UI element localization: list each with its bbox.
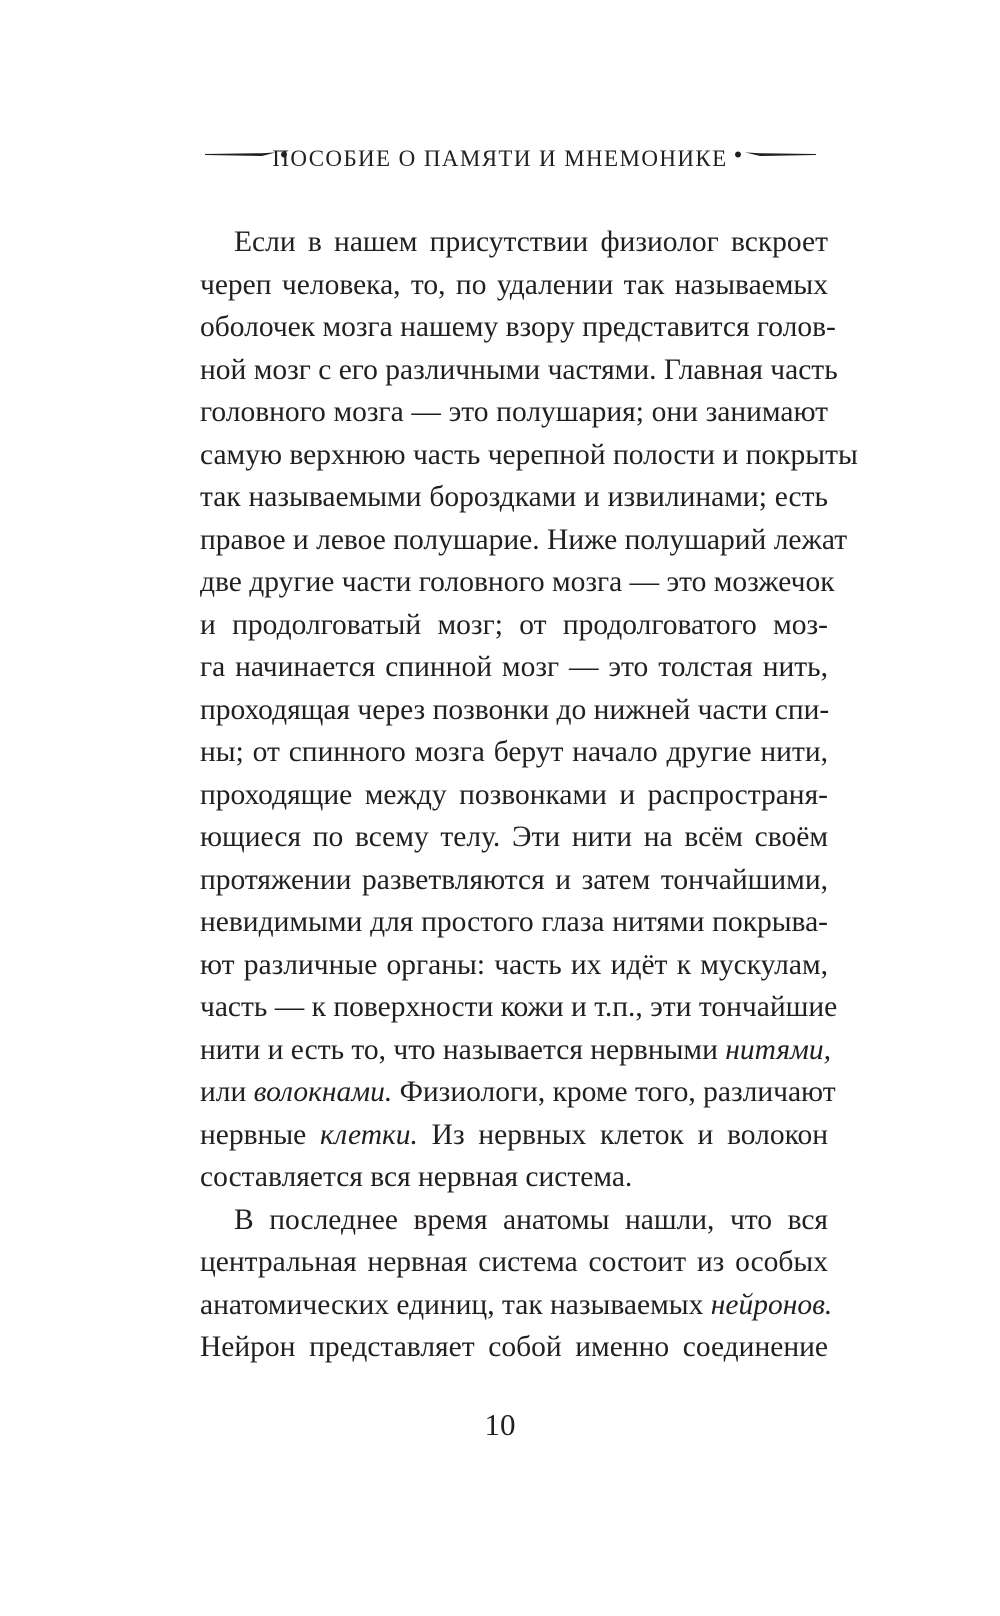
text-line: ющиеся по всему телу. Эти нити на всём своём [200,821,828,853]
text-line: и продолговатый мозг; от продолговатого моз- [200,608,828,641]
text-line: головного мозга — это полушария; они занимают [200,396,828,428]
text-run: или [200,1076,254,1108]
text-line: невидимыми для простого глаза нитями покрыва- [200,906,828,938]
text-line: череп человека, то, по удалении так называемых [200,268,828,301]
text-line: га начинается спинной мозг — это толстая нить, [200,651,828,683]
running-head-title: ПОСОБИЕ О ПАМЯТИ И МНЕМОНИКЕ [272,146,728,171]
text-line [200,1029,831,1072]
body-text [200,221,858,1369]
paragraph [200,221,858,1199]
text-line: составляется вся нервная система. [200,1161,633,1193]
text-line: протяжении разветвляются и затем тончайшими, [200,863,828,896]
italic-term: клетки. [320,1118,418,1151]
text-line: В последнее время анатомы нашли, что вся [234,1203,828,1236]
text-line [200,1284,833,1327]
text-line: центральная нервная система состоит из особых [200,1246,828,1278]
paragraph [200,1199,833,1369]
text-line: проходящие между позвонками и распространя- [200,778,828,811]
text-line: ной мозг с его различными частями. Главная часть [200,353,838,386]
text-line: Нейрон представляет собой именно соединение [200,1331,828,1363]
text-line [200,1114,828,1157]
text-run: нити и есть то, что называется нервными [200,1033,726,1066]
italic-term: нитями, [725,1033,831,1066]
running-head [0,139,1000,179]
text-line: самую верхнюю часть черепной полости и покрыты [200,438,858,471]
text-run: Из нервных клеток и волокон [417,1118,828,1151]
text-line: часть — к поверхности кожи и т.п., эти тончайшие [200,991,838,1023]
text-line: оболочек мозга нашему взору представится голов- [200,311,836,343]
text-run: анатомических единиц, так называемых [200,1288,711,1321]
text-line: ют различные органы: часть их идёт к мускулам, [200,948,828,981]
text-line: ны; от спинного мозга берут начало другие нити, [200,736,828,768]
italic-term: нейронов. [710,1288,833,1321]
text-line [200,1071,836,1114]
page-number: 10 [484,1407,516,1442]
text-run: Физиологи, кроме того, различают [392,1076,836,1108]
italic-term: волокнами. [253,1076,393,1108]
text-line: Если в нашем присутствии физиолог вскроет [234,226,828,258]
text-line: две другие части головного мозга — это мозжечок [200,566,835,598]
text-run: нервные [200,1118,321,1151]
text-line: правое и левое полушарие. Ниже полушарий лежат [200,523,848,556]
text-line: проходящая через позвонки до нижней части спи- [200,693,830,726]
text-line: так называемыми бороздками и извилинами; есть [200,481,828,513]
